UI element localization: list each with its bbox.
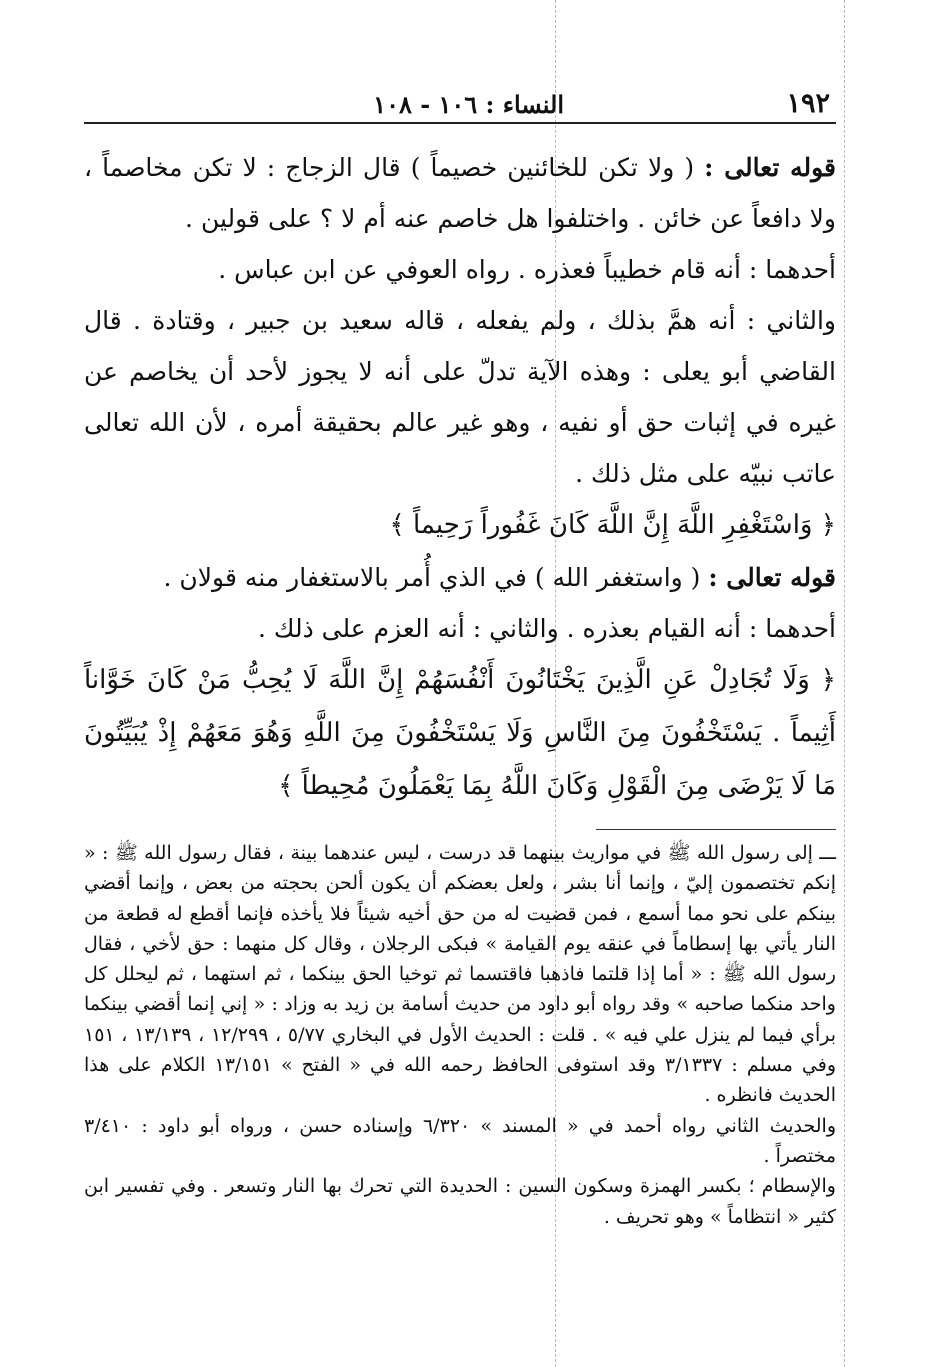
scan-page-edge [844, 0, 845, 1367]
book-page [84, 86, 836, 1232]
quran-verse-1: ﴿ وَاسْتَغْفِرِ اللَّهَ إِنَّ اللَّهَ كَانَ غَفُوراً رَحِيماً ﴾ [389, 510, 836, 540]
paragraph-4 [84, 552, 836, 603]
paragraph-4-text: ( واستغفر الله ) في الذي أُمر بالاستغفار منه قولان . [163, 563, 709, 592]
footnote-2: والحديث الثاني رواه أحمد في « المسند » ٦/٣٢٠ وإسناده حسن ، ورواه أبو داود : ٣/٤١٠ مختصراً . [84, 1114, 836, 1167]
running-title: النساء : ١٠٦ - ١٠٨ [373, 90, 564, 119]
quran-verse-2: ﴿ وَلَا تُجَادِلْ عَنِ الَّذِينَ يَخْتَانُونَ أَنْفُسَهُمْ إِنَّ اللَّهَ لَا يُحِبُّ مَنْ كَانَ خَوَّاناً أَثِيماً . يَسْتَخْفُونَ مِنَ النَّاسِ وَلَا يَسْتَخْفُونَ مِنَ اللَّهِ وَهُوَ مَعَهُمْ إِذْ يُبَيِّتُونَ مَا لَا يَرْضَى مِنَ الْقَوْلِ وَكَانَ اللَّهُ بِمَا يَعْمَلُونَ مُحِيطاً ﴾ [84, 665, 836, 801]
footnote-divider [596, 829, 836, 830]
footnotes [84, 838, 836, 1232]
paragraph-2: أحدهما : أنه قام خطيباً فعذره . رواه العوفي عن ابن عباس . [218, 255, 836, 284]
paragraph-5: أحدهما : أنه القيام بعذره . والثاني : أنه العزم على ذلك . [258, 614, 836, 643]
paragraph-1-text: ( ولا تكن للخائنين خصيماً ) قال الزجاج : لا تكن مخاصماً ، ولا دافعاً عن خائن . واختلفوا هل خاصم عنه أم لا ؟ على قولين . [84, 153, 836, 233]
commentary-lead: قوله تعالى : [704, 153, 836, 182]
paragraph-3: والثاني : أنه همَّ بذلك ، ولم يفعله ، قاله سعيد بن جبير ، وقتادة . قال القاضي أبو يعلى : وهذه الآية تدلّ على أنه لا يجوز لأحد أن يخاصم عن غيره في إثبات حق أو نفيه ، وهو غير عالم بحقيقة أمره ، لأن الله تعالى عاتب نبيّه على مثل ذلك . [84, 306, 836, 488]
paragraph-1 [84, 142, 836, 244]
main-text [84, 142, 836, 813]
commentary-lead: قوله تعالى : [708, 563, 836, 592]
page-header [84, 86, 836, 124]
footnote-3: والإسطام ؛ بكسر الهمزة وسكون السين : الحديدة التي تحرك بها النار وتسعر . وفي تفسير ابن كثير « انتظاماً » وهو تحريف . [84, 1175, 836, 1228]
page-number: ١٩٢ [786, 88, 830, 119]
footnote-1: ـــ إلى رسول الله ﷺ في مواريث بينهما قد درست ، ليس عندهما بينة ، فقال رسول الله ﷺ : « إنكم تختصمون إليّ ، وإنما أنا بشر ، ولعل بعضكم أن يكون ألحن بحجته من بعض ، وإنما أقضي بينكم على نحو مما أسمع ، فمن قضيت له من حق أخيه شيئاً فلا يأخذه فإنما أقطع له قطعة من النار يأتي بها إسطاماً في عنقه يوم القيامة » فبكى الرجلان ، وقال كل منهما : حق لأخي ، فقال رسول الله ﷺ : « أما إذا قلتما فاذهبا فاقتسما ثم توخيا الحق بينكما ، ثم استهما ، ثم ليحلل كل واحد منكما صاحبه » وقد رواه أبو داود من حديث أسامة بن زيد به وزاد : « إني إنما أقضي بينكما برأي فيما لم ينزل علي فيه » . قلت : الحديث الأول في البخاري ٥/٧٧ ، ١٢/٢٩٩ ، ١٣/١٣٩ ، ١٥١ وفي مسلم : ٣/١٣٣٧ وقد استوفى الحافظ رحمه الله في « الفتح » ١٣/١٥١ الكلام على هذا الحديث فانظره . [84, 842, 837, 1107]
